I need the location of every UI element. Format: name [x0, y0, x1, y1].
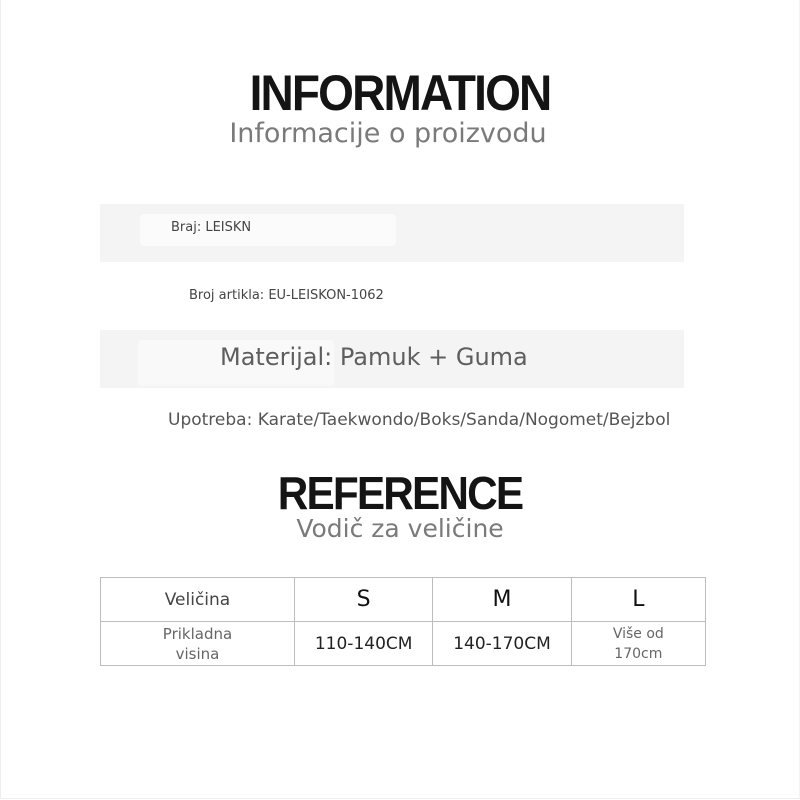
information-title: INFORMATION: [249, 65, 551, 121]
size-guide-subtitle: Vodič za veličine: [296, 514, 504, 543]
size-table-height-row: [101, 622, 706, 666]
height-row-label-line2: visina: [175, 644, 220, 663]
material-text: Materijal: Pamuk + Guma: [220, 343, 528, 371]
information-subtitle: Informacije o proizvodu: [229, 118, 547, 149]
height-l-line2: 170cm: [614, 645, 663, 662]
size-m: M: [433, 578, 571, 622]
height-row-label: [101, 622, 295, 666]
size-header-label: Veličina: [101, 578, 295, 622]
size-l: L: [571, 578, 705, 622]
usage-text: Upotreba: Karate/Taekwondo/Boks/Sanda/Nogomet/Bejzbol: [168, 410, 671, 430]
article-number-text: Broj artikla: EU-LEISKON-1062: [189, 288, 384, 303]
height-l-line1: Više od: [612, 625, 664, 642]
height-s: 110-140CM: [294, 622, 432, 666]
size-table: [100, 577, 706, 666]
height-m: 140-170CM: [433, 622, 571, 666]
height-row-label-line1: Prikladna: [162, 624, 233, 643]
size-table-header-row: [101, 578, 706, 622]
reference-title: REFERENCE: [277, 467, 523, 519]
height-l: [571, 622, 705, 666]
brand-text: Braj: LEISKN: [171, 220, 252, 235]
size-s: S: [294, 578, 432, 622]
